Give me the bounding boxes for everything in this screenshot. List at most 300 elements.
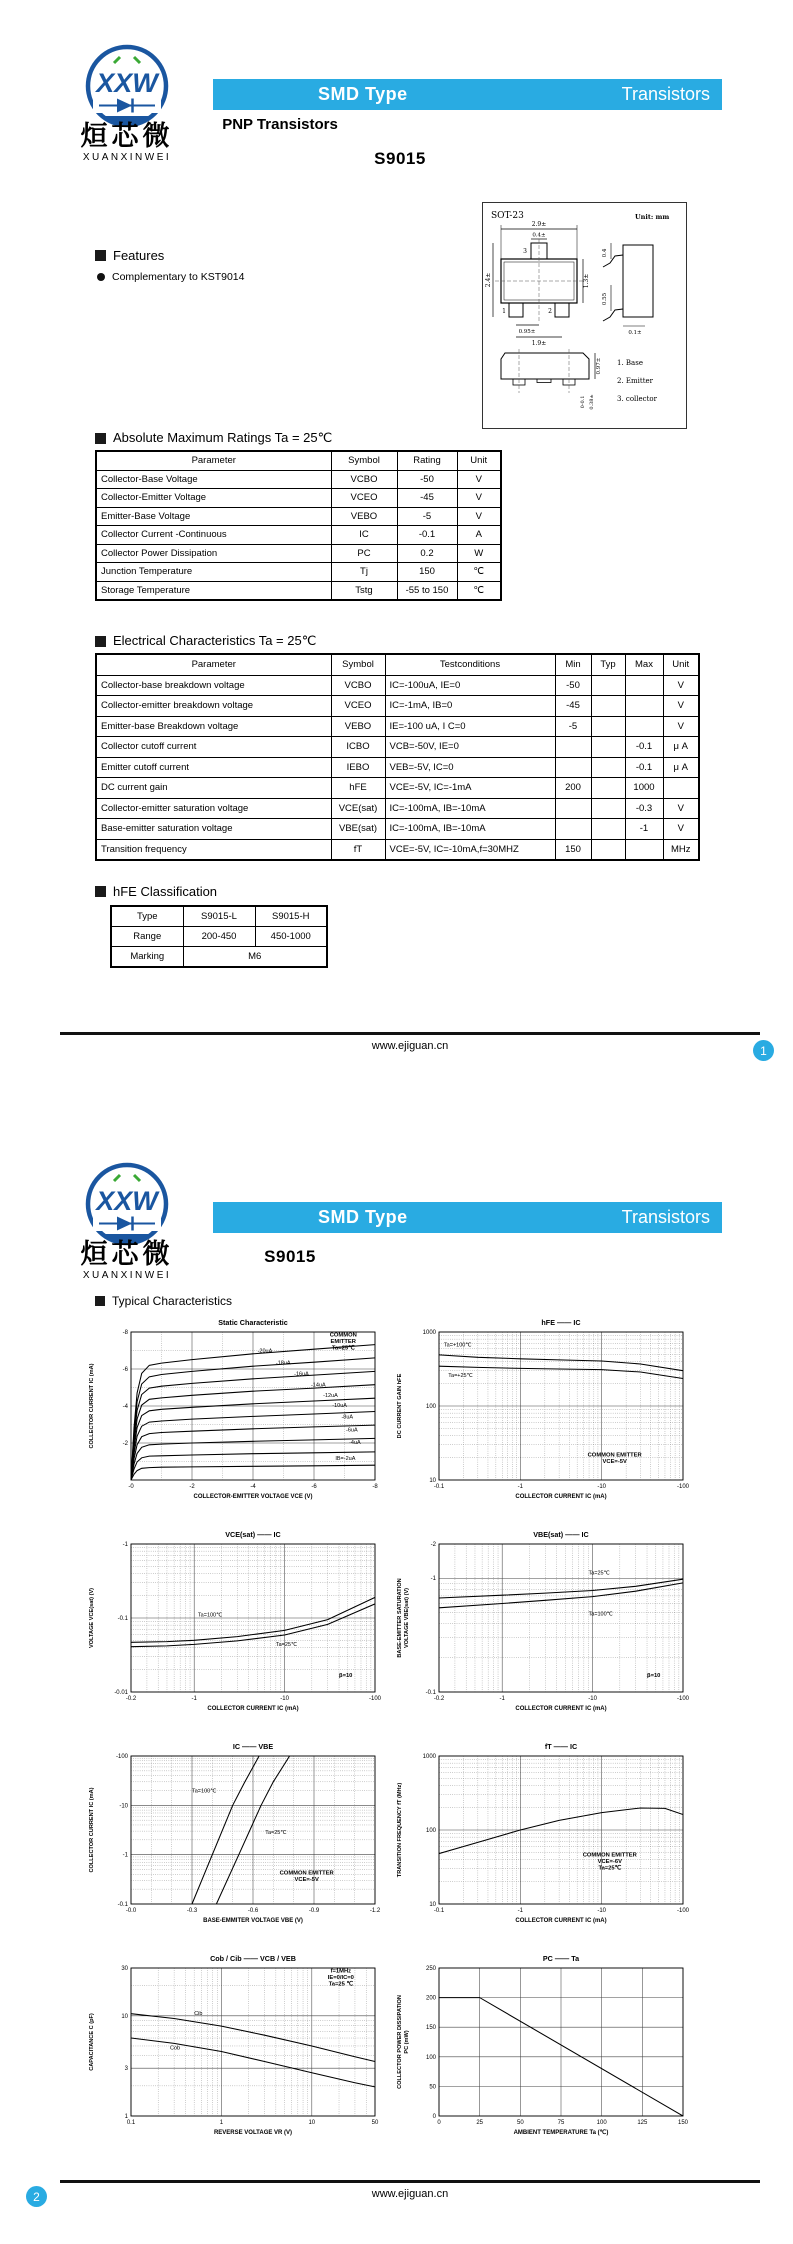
table-cell: 150	[397, 563, 457, 582]
svg-text:-10: -10	[597, 1484, 607, 1490]
header-smd-type: SMD Type	[318, 84, 408, 104]
footer-url: www.ejiguan.cn	[371, 2188, 449, 2200]
svg-text:200: 200	[425, 1995, 436, 2002]
svg-text:BASE-EMMITER VOLTAGE VBE (: BASE-EMMITER VOLTAGE VBE (V)	[203, 1918, 303, 1924]
table-cell: ICBO	[331, 737, 385, 758]
svg-text:0.1: 0.1	[126, 2120, 136, 2126]
part-number: S9015	[264, 1247, 316, 1266]
table-cell: Typ	[591, 654, 625, 675]
svg-text:-4: -4	[122, 1404, 128, 1410]
table-row	[96, 675, 699, 696]
table-cell: Collector Current -Continuous	[96, 526, 331, 545]
svg-text:COLLECTOR CURRENT IC (mA): COLLECTOR CURRENT IC (mA)	[515, 1918, 607, 1924]
svg-text:-1: -1	[517, 1484, 524, 1490]
svg-text:-1: -1	[191, 1696, 197, 1702]
svg-text:PC (mW): PC (mW)	[404, 2030, 410, 2054]
dim-side-bend: 0.55	[602, 292, 608, 306]
svg-text:-0.9: -0.9	[308, 1908, 320, 1914]
brand-logo-icon	[66, 1160, 188, 1282]
table-cell: Testconditions	[385, 654, 555, 675]
svg-text:IE=0/IC=0: IE=0/IC=0	[327, 1974, 354, 1981]
svg-text:β=10: β=10	[647, 1673, 661, 1680]
svg-text:100: 100	[425, 1828, 436, 1834]
svg-text:-0.1: -0.1	[425, 1690, 436, 1696]
table-row	[96, 757, 699, 778]
table-cell	[591, 696, 625, 717]
svg-text:hFE —— IC: hFE —— IC	[541, 1318, 581, 1327]
table-cell: IC=-100uA, IE=0	[385, 675, 555, 696]
family-title: PNP Transistors	[222, 116, 338, 133]
package-drawing	[483, 203, 684, 425]
svg-text:-10: -10	[597, 1908, 607, 1914]
table-cell: -45	[555, 696, 591, 717]
table-row	[96, 819, 699, 840]
table-cell: -5	[555, 716, 591, 737]
svg-text:-10: -10	[119, 1803, 128, 1810]
svg-text:-0: -0	[128, 1484, 134, 1490]
svg-text:50: 50	[371, 2120, 379, 2126]
table-cell: 0.2	[397, 544, 457, 563]
svg-text:VCE=-5V: VCE=-5V	[602, 1458, 627, 1465]
table-cell: V	[663, 716, 699, 737]
svg-text:f=1MHz: f=1MHz	[330, 1968, 352, 1975]
svg-text:COMMON EMITTER: COMMON EMITTER	[582, 1852, 637, 1859]
table-cell: IE=-100 uA, I C=0	[385, 716, 555, 737]
svg-text:IC —— VBE: IC —— VBE	[232, 1742, 274, 1751]
table-cell: VCEO	[331, 696, 385, 717]
section-marker-icon	[95, 433, 106, 444]
table-cell: μ A	[663, 737, 699, 758]
svg-text:100: 100	[596, 2120, 607, 2126]
table-cell: Collector-Base Voltage	[96, 470, 331, 489]
header-transistors: Transistors	[621, 84, 710, 104]
svg-text:250: 250	[425, 1966, 436, 1972]
svg-text:COLLECTOR CURRENT IC (mA): COLLECTOR CURRENT IC (mA)	[89, 1787, 95, 1873]
brand-logo-icon	[66, 42, 188, 164]
table-cell: -5	[397, 507, 457, 526]
table-row	[96, 489, 501, 508]
svg-text:75: 75	[557, 2120, 565, 2126]
table-row	[111, 947, 327, 968]
table-row	[111, 906, 327, 927]
table-cell: Max	[625, 654, 663, 675]
table-cell	[663, 778, 699, 799]
chart-ic-vs-vbe	[85, 1740, 385, 1946]
table-cell: VCEO	[331, 489, 397, 508]
table-cell: Rating	[397, 451, 457, 470]
table-cell	[591, 839, 625, 860]
dim-front-lead: 0.38±	[589, 394, 595, 410]
table-cell: Collector-emitter breakdown voltage	[96, 696, 331, 717]
table-cell: PC	[331, 544, 397, 563]
table-row	[96, 839, 699, 860]
table-cell: V	[663, 696, 699, 717]
table-cell	[625, 716, 663, 737]
table-row	[96, 696, 699, 717]
svg-text:-12uA: -12uA	[323, 1392, 338, 1399]
table-cell: IC=-100mA, IB=-10mA	[385, 819, 555, 840]
table-cell: Type	[111, 906, 183, 927]
table-cell: -0.1	[625, 757, 663, 778]
svg-text:VOLTAGE VCE(sat) (V): VOLTAGE VCE(sat) (V)	[89, 1587, 95, 1649]
svg-text:-10uA: -10uA	[332, 1402, 347, 1409]
svg-text:-8: -8	[372, 1484, 378, 1490]
table-cell	[555, 757, 591, 778]
table-cell: -0.1	[625, 737, 663, 758]
feature-item: Complementary to KST9014	[97, 271, 244, 283]
svg-text:β=10: β=10	[339, 1673, 353, 1680]
chart-static-characteristic	[85, 1316, 385, 1522]
table-cell	[555, 819, 591, 840]
table-header-row	[96, 654, 699, 675]
table-cell: V	[663, 675, 699, 696]
svg-text:-10: -10	[280, 1696, 289, 1702]
svg-text:-10: -10	[588, 1696, 597, 1702]
svg-text:-100: -100	[115, 1754, 128, 1760]
svg-text:Ta=100℃: Ta=100℃	[588, 1611, 613, 1618]
table-cell: IC=-100mA, IB=-10mA	[385, 798, 555, 819]
table-cell: Collector-emitter saturation voltage	[96, 798, 331, 819]
svg-text:COMMON EMITTER: COMMON EMITTER	[279, 1870, 334, 1877]
svg-text:-0.0: -0.0	[125, 1908, 137, 1914]
pin-number-2: 2	[548, 308, 552, 315]
svg-text:-8uA: -8uA	[341, 1414, 354, 1421]
pin-legend-collector: 3. collector	[617, 395, 657, 403]
svg-text:BASE-EMITTER SATURATION: BASE-EMITTER SATURATION	[397, 1578, 403, 1658]
svg-text:-0.6: -0.6	[247, 1908, 259, 1914]
chart-hfe-vs-ic	[393, 1316, 693, 1522]
svg-text:-100: -100	[368, 1696, 382, 1702]
footer-rule	[60, 1032, 760, 1035]
brand-cn-text: 烜芯微	[80, 1239, 174, 1269]
footer-rule	[60, 2180, 760, 2183]
svg-text:CAPACITANCE C (pF): CAPACITANCE C (pF)	[89, 2013, 95, 2071]
table-cell: Tj	[331, 563, 397, 582]
table-row	[96, 798, 699, 819]
brand-en-text: XUANXINWEI	[82, 1270, 172, 1281]
table-cell: MHz	[663, 839, 699, 860]
svg-text:50: 50	[516, 2120, 524, 2126]
svg-text:COLLECTOR CURRENT IC (mA): COLLECTOR CURRENT IC (mA)	[207, 1706, 299, 1712]
svg-text:COLLECTOR-EMITTER VOLTAGE VC: COLLECTOR-EMITTER VOLTAGE VCE (V)	[193, 1494, 313, 1500]
table-cell: Collector-Emitter Voltage	[96, 489, 331, 508]
table-cell: V	[457, 507, 501, 526]
svg-text:10: 10	[308, 2120, 316, 2126]
svg-text:AMBIENT TEMPERATURE Ta (℃): AMBIENT TEMPERATURE Ta (℃)	[513, 2130, 609, 2136]
svg-text:125: 125	[637, 2120, 648, 2126]
svg-text:Ta=25℃: Ta=25℃	[588, 1570, 610, 1577]
table-cell: Unit	[663, 654, 699, 675]
svg-text:-2: -2	[122, 1441, 128, 1447]
table-cell: DC current gain	[96, 778, 331, 799]
svg-text:TRANSITION FREQUENCY fT (M: TRANSITION FREQUENCY fT (MHz)	[397, 1782, 403, 1878]
svg-text:10: 10	[429, 1478, 436, 1484]
bullet-icon	[97, 273, 105, 281]
table-cell: Range	[111, 927, 183, 947]
table-row	[96, 470, 501, 489]
pin-number-1: 1	[502, 308, 506, 315]
svg-text:Ta=25℃: Ta=25℃	[275, 1641, 298, 1648]
svg-text:EMITTER: EMITTER	[330, 1338, 357, 1345]
svg-text:VCE=-6V: VCE=-6V	[597, 1859, 622, 1866]
svg-text:COMMON EMITTER: COMMON EMITTER	[587, 1452, 642, 1459]
table-cell: Collector Power Dissipation	[96, 544, 331, 563]
table-cell: Emitter-Base Voltage	[96, 507, 331, 526]
svg-text:-16uA: -16uA	[294, 1371, 309, 1378]
package-unit: Unit: mm	[635, 213, 670, 221]
table-cell: Emitter-base Breakdown voltage	[96, 716, 331, 737]
table-cell: ℃	[457, 581, 501, 600]
table-cell: VEB=-5V, IC=0	[385, 757, 555, 778]
table-cell: 450-1000	[255, 927, 327, 947]
package-name: SOT-23	[491, 211, 524, 221]
dim-pin-width: 0.4±	[532, 232, 546, 239]
table-cell: VBE(sat)	[331, 819, 385, 840]
svg-text:COLLECTOR CURRENT IC (mA): COLLECTOR CURRENT IC (mA)	[89, 1363, 95, 1449]
brand-en-text: XUANXINWEI	[82, 152, 172, 163]
svg-text:Ta=100℃: Ta=100℃	[197, 1612, 223, 1619]
svg-text:-2: -2	[189, 1484, 195, 1490]
svg-text:Ta=+100℃: Ta=+100℃	[443, 1342, 472, 1349]
table-cell: 150	[555, 839, 591, 860]
brand-logo	[66, 42, 188, 169]
svg-text:50: 50	[429, 2084, 436, 2091]
table-cell: S9015-H	[255, 906, 327, 927]
svg-text:-0.1: -0.1	[117, 1616, 128, 1622]
svg-text:fT —— IC: fT —— IC	[544, 1742, 578, 1751]
dim-standoff: 0-0.1	[580, 395, 586, 409]
table-cell: Storage Temperature	[96, 581, 331, 600]
table-cell	[591, 757, 625, 778]
chart-vbesat-vs-ic	[393, 1528, 693, 1734]
table-row	[96, 507, 501, 526]
table-header-row	[96, 451, 501, 470]
page-number-badge: 2	[26, 2186, 47, 2207]
table-row	[96, 737, 699, 758]
svg-text:-2: -2	[430, 1542, 436, 1548]
svg-text:3: 3	[124, 2066, 128, 2073]
dim-pin-pitch: 0.95±	[518, 329, 536, 335]
chart-capacitance-vs-voltage	[85, 1952, 385, 2158]
pin-number-3: 3	[523, 248, 527, 255]
table-row	[96, 563, 501, 582]
svg-text:VBE(sat) —— IC: VBE(sat) —— IC	[533, 1530, 589, 1539]
svg-text:-1.2: -1.2	[369, 1908, 381, 1914]
svg-text:100: 100	[425, 2054, 436, 2061]
svg-text:COLLECTOR CURRENT IC (mA): COLLECTOR CURRENT IC (mA)	[515, 1706, 607, 1712]
svg-text:-1: -1	[499, 1696, 505, 1702]
svg-text:-6: -6	[122, 1367, 128, 1373]
table-cell: Emitter cutoff current	[96, 757, 331, 778]
table-cell: V	[663, 798, 699, 819]
header-bar	[213, 1202, 722, 1233]
svg-text:COLLECTOR CURRENT IC (mA): COLLECTOR CURRENT IC (mA)	[515, 1494, 607, 1500]
svg-text:-0.3: -0.3	[186, 1908, 198, 1914]
footer-url: www.ejiguan.cn	[371, 1040, 449, 1052]
header-transistors: Transistors	[621, 1207, 710, 1227]
table-cell: -50	[397, 470, 457, 489]
table-cell: VCE(sat)	[331, 798, 385, 819]
svg-text:-1: -1	[430, 1576, 436, 1583]
logo-text: XXW	[96, 68, 158, 98]
svg-text:VCE(sat) —— IC: VCE(sat) —— IC	[225, 1530, 281, 1539]
table-cell: hFE	[331, 778, 385, 799]
svg-text:1000: 1000	[422, 1330, 436, 1336]
dim-side-top: 0.4	[602, 248, 608, 258]
svg-text:-100: -100	[676, 1696, 690, 1702]
svg-text:REVERSE VOLTAGE VR (V): REVERSE VOLTAGE VR (V)	[213, 2130, 293, 2136]
chart-ft-vs-ic	[393, 1740, 693, 1946]
svg-text:Cib: Cib	[194, 2010, 203, 2017]
section-marker-icon	[95, 1296, 105, 1306]
table-cell: μ A	[663, 757, 699, 778]
table-cell: VCE=-5V, IC=-10mA,f=30MHZ	[385, 839, 555, 860]
table-cell: VCBO	[331, 470, 397, 489]
svg-text:-1: -1	[122, 1542, 128, 1548]
svg-text:-1: -1	[122, 1852, 128, 1859]
chart-pc-vs-ta	[393, 1952, 693, 2158]
svg-text:Ta=+25℃: Ta=+25℃	[448, 1373, 473, 1380]
svg-text:-0.2: -0.2	[433, 1696, 445, 1702]
table-cell: IC=-1mA, IB=0	[385, 696, 555, 717]
table-cell: 200	[555, 778, 591, 799]
table-cell	[591, 798, 625, 819]
table-cell: -1	[625, 819, 663, 840]
abs-max-table	[95, 450, 502, 601]
table-cell: Collector cutoff current	[96, 737, 331, 758]
svg-text:-100: -100	[676, 1908, 690, 1914]
abs-max-heading: Absolute Maximum Ratings Ta = 25℃	[95, 430, 332, 446]
svg-text:PC —— Ta: PC —— Ta	[542, 1954, 580, 1963]
dim-outer-pitch: 1.9±	[531, 340, 547, 347]
svg-text:25: 25	[476, 2120, 484, 2126]
svg-text:-0.1: -0.1	[117, 1902, 128, 1908]
table-cell: VEBO	[331, 716, 385, 737]
table-cell: Unit	[457, 451, 501, 470]
section-marker-icon	[95, 886, 106, 897]
svg-text:0: 0	[432, 2114, 436, 2120]
dim-inner-height: 1.3±	[583, 273, 590, 289]
table-cell: -0.1	[397, 526, 457, 545]
table-cell: V	[457, 470, 501, 489]
table-cell: Tstg	[331, 581, 397, 600]
dim-top-width: 2.9±	[531, 221, 547, 228]
svg-text:Ta=25℃: Ta=25℃	[265, 1830, 287, 1837]
svg-text:Ta=25℃: Ta=25℃	[331, 1345, 355, 1352]
table-row	[96, 716, 699, 737]
hfe-heading: hFE Classification	[95, 884, 217, 899]
svg-text:1: 1	[124, 2114, 128, 2120]
page-number-badge: 1	[753, 1040, 774, 1061]
svg-text:Static Characteristic: Static Characteristic	[218, 1318, 288, 1327]
table-cell: Parameter	[96, 451, 331, 470]
table-cell: M6	[183, 947, 327, 968]
table-cell: -45	[397, 489, 457, 508]
svg-text:VOLTAGE VBE(sat) (V): VOLTAGE VBE(sat) (V)	[404, 1587, 410, 1649]
table-cell: Symbol	[331, 451, 397, 470]
features-heading: Features	[95, 248, 164, 263]
svg-text:-4: -4	[250, 1484, 256, 1490]
table-cell	[591, 675, 625, 696]
svg-text:-8: -8	[122, 1330, 128, 1336]
svg-text:COLLECTOR POWER DISSIPATION: COLLECTOR POWER DISSIPATION	[397, 1995, 403, 2089]
table-cell	[625, 675, 663, 696]
header-smd-type: SMD Type	[318, 1207, 408, 1227]
part-number: S9015	[374, 149, 426, 168]
table-cell: V	[663, 819, 699, 840]
svg-text:VCE=-5V: VCE=-5V	[294, 1876, 319, 1883]
svg-text:150: 150	[425, 2025, 436, 2032]
svg-text:-0.1: -0.1	[433, 1908, 445, 1914]
table-cell: Base-emitter saturation voltage	[96, 819, 331, 840]
table-cell: VEBO	[331, 507, 397, 526]
svg-text:1000: 1000	[422, 1754, 436, 1760]
svg-text:-18uA: -18uA	[275, 1360, 291, 1367]
table-cell: S9015-L	[183, 906, 255, 927]
table-cell	[591, 737, 625, 758]
elec-heading: Electrical Characteristics Ta = 25℃	[95, 633, 316, 649]
dim-body-height: 2.4±	[485, 272, 492, 288]
table-cell	[625, 696, 663, 717]
table-cell: V	[457, 489, 501, 508]
svg-text:Ta=25 ℃: Ta=25 ℃	[328, 1981, 353, 1988]
svg-text:150: 150	[677, 2120, 689, 2126]
brand-cn-text: 烜芯微	[80, 121, 174, 151]
table-cell: W	[457, 544, 501, 563]
svg-text:-0.1: -0.1	[433, 1484, 445, 1490]
svg-text:-0.01: -0.01	[114, 1690, 128, 1696]
elec-table	[95, 653, 700, 861]
svg-text:Ta=100℃: Ta=100℃	[192, 1788, 217, 1795]
chart-vcesat-vs-ic	[85, 1528, 385, 1734]
svg-text:10: 10	[121, 2013, 128, 2020]
svg-text:-4uA: -4uA	[349, 1439, 361, 1446]
section-marker-icon	[95, 250, 106, 261]
table-cell: Collector-base breakdown voltage	[96, 675, 331, 696]
svg-text:COMMON: COMMON	[329, 1332, 357, 1339]
table-cell: Transition frequency	[96, 839, 331, 860]
table-cell	[625, 839, 663, 860]
logo-text: XXW	[96, 1186, 158, 1216]
dim-front-height: 0.97±	[596, 357, 602, 375]
package-outline-box	[482, 202, 687, 429]
typical-characteristics-charts	[85, 1316, 701, 2164]
svg-text:-0.2: -0.2	[125, 1696, 137, 1702]
table-cell: IC	[331, 526, 397, 545]
table-cell: VCE=-5V, IC=-1mA	[385, 778, 555, 799]
table-cell: Symbol	[331, 654, 385, 675]
table-row	[96, 544, 501, 563]
table-cell: -50	[555, 675, 591, 696]
table-cell: ℃	[457, 563, 501, 582]
table-cell	[591, 819, 625, 840]
hfe-table	[110, 905, 328, 968]
table-cell: IEBO	[331, 757, 385, 778]
pin-legend-base: 1. Base	[617, 359, 643, 367]
table-cell: Marking	[111, 947, 183, 968]
table-cell: Min	[555, 654, 591, 675]
svg-text:Cob / Cib —— VCB / VEB: Cob / Cib —— VCB / VEB	[210, 1954, 296, 1963]
table-cell	[555, 737, 591, 758]
svg-text:-6: -6	[311, 1484, 317, 1490]
pin-legend-emitter: 2. Emitter	[617, 377, 654, 385]
header-bar	[213, 79, 722, 110]
typical-characteristics-heading: Typical Characteristics	[95, 1294, 232, 1308]
svg-text:Ta=25℃: Ta=25℃	[598, 1865, 622, 1872]
svg-text:-100: -100	[676, 1484, 690, 1490]
svg-text:30: 30	[121, 1966, 128, 1972]
table-cell	[591, 716, 625, 737]
